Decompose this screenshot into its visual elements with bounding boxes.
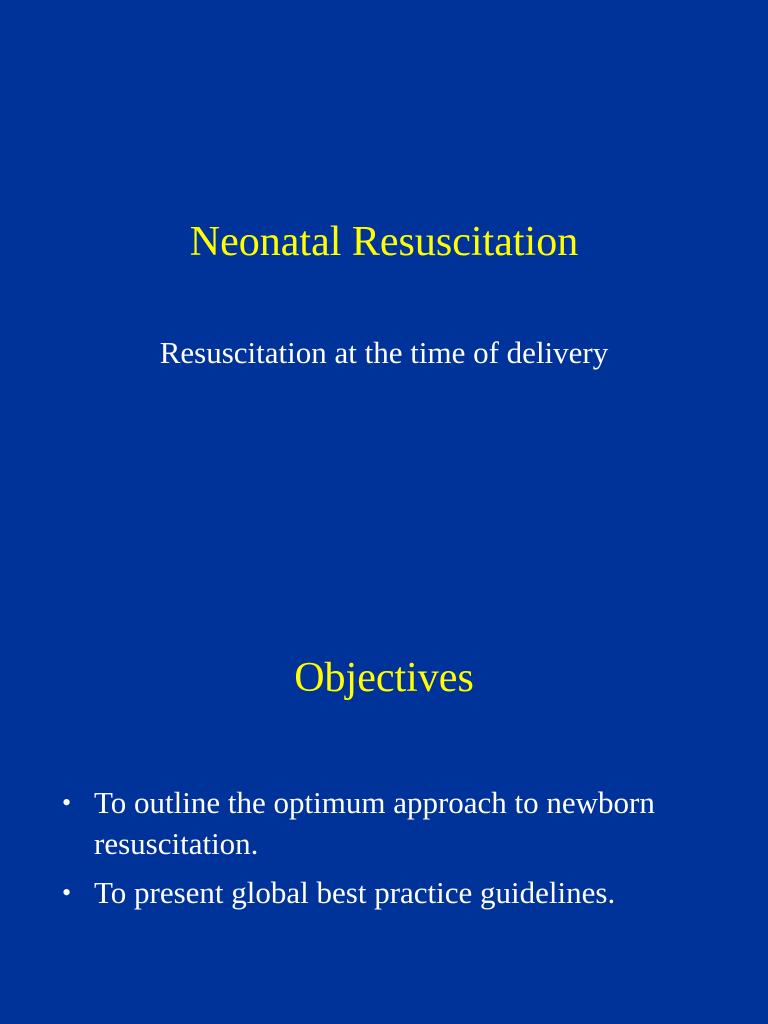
bullet-icon: •	[62, 878, 72, 907]
bullet-list	[62, 782, 742, 921]
bullet-icon: •	[62, 788, 72, 817]
objectives-slide	[0, 512, 768, 1024]
bullet-text: To outline the optimum approach to newborn resuscitation.	[94, 785, 655, 861]
slide-title: Neonatal Resuscitation	[189, 219, 579, 265]
bullet-text: To present global best practice guidelines.	[94, 875, 616, 910]
slide-subtitle: Resuscitation at the time of delivery	[159, 335, 609, 370]
bullet-item	[62, 782, 742, 864]
slide-title: Objectives	[294, 655, 474, 701]
bullet-item	[62, 872, 742, 913]
